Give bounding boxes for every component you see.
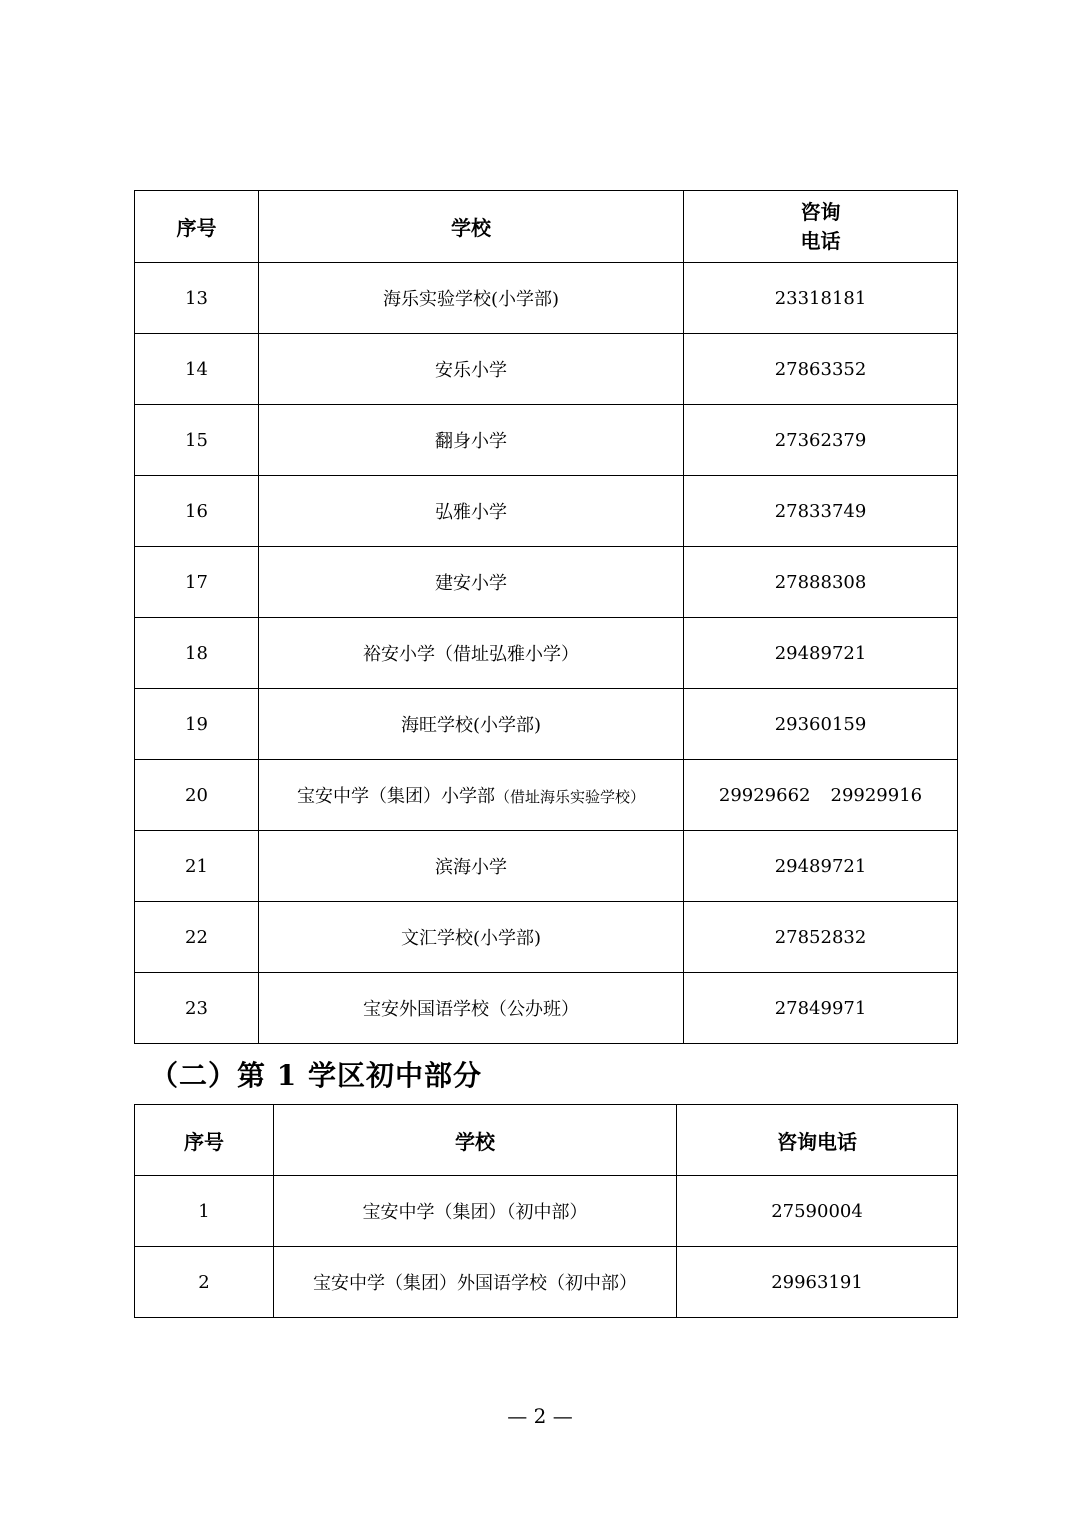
header-phone-line1: 咨询 — [800, 199, 841, 224]
row-index: 13 — [135, 263, 259, 334]
row-school: 翻身小学 — [259, 405, 684, 476]
row-phone — [684, 760, 958, 831]
row-phone: 29360159 — [684, 689, 958, 760]
row-school: 裕安小学（借址弘雅小学） — [259, 618, 684, 689]
row-phone: 27849971 — [684, 973, 958, 1044]
row-phone: 27888308 — [684, 547, 958, 618]
row-phone-secondary: 29929916 — [830, 784, 923, 806]
table-row — [135, 547, 958, 618]
row-phone: 27362379 — [684, 405, 958, 476]
table-row — [135, 1176, 958, 1247]
row-index: 16 — [135, 476, 259, 547]
table-row — [135, 973, 958, 1044]
table-row — [135, 902, 958, 973]
table-row — [135, 334, 958, 405]
table-row — [135, 405, 958, 476]
row-index: 17 — [135, 547, 259, 618]
row-phone: 29963191 — [677, 1247, 958, 1318]
row-school: 宝安中学（集团）外国语学校（初中部） — [274, 1247, 677, 1318]
row-school-note: （借址海乐实验学校） — [494, 788, 645, 806]
header-index: 序号 — [135, 1105, 274, 1176]
row-index: 22 — [135, 902, 259, 973]
header-phone-line2: 电话 — [800, 228, 841, 253]
row-school — [259, 760, 684, 831]
row-index: 14 — [135, 334, 259, 405]
row-phone: 27833749 — [684, 476, 958, 547]
row-phone: 27852832 — [684, 902, 958, 973]
table-row — [135, 1247, 958, 1318]
table-row — [135, 760, 958, 831]
row-school: 弘雅小学 — [259, 476, 684, 547]
header-school: 学校 — [259, 191, 684, 263]
row-school: 滨海小学 — [259, 831, 684, 902]
table-row — [135, 476, 958, 547]
row-index: 19 — [135, 689, 259, 760]
row-index: 2 — [135, 1247, 274, 1318]
table-header-row — [135, 191, 958, 263]
row-index: 23 — [135, 973, 259, 1044]
row-index: 15 — [135, 405, 259, 476]
school-phone-table-primary — [134, 190, 958, 1044]
row-phone: 29489721 — [684, 831, 958, 902]
table-row — [135, 263, 958, 334]
row-school: 宝安中学（集团）（初中部） — [274, 1176, 677, 1247]
header-phone: 咨询电话 — [677, 1105, 958, 1176]
header-index: 序号 — [135, 191, 259, 263]
header-phone — [684, 191, 958, 263]
row-phone: 27590004 — [677, 1176, 958, 1247]
school-phone-table-middle — [134, 1104, 958, 1318]
table-row — [135, 689, 958, 760]
header-school: 学校 — [274, 1105, 677, 1176]
row-phone: 27863352 — [684, 334, 958, 405]
row-school: 建安小学 — [259, 547, 684, 618]
row-index: 1 — [135, 1176, 274, 1247]
row-index: 20 — [135, 760, 259, 831]
row-phone: 29489721 — [684, 618, 958, 689]
section-heading: （二）第 1 学区初中部分 — [150, 1059, 482, 1092]
row-school: 海旺学校(小学部) — [259, 689, 684, 760]
table-row — [135, 618, 958, 689]
row-index: 21 — [135, 831, 259, 902]
table-row — [135, 831, 958, 902]
row-phone: 23318181 — [684, 263, 958, 334]
table-header-row — [135, 1105, 958, 1176]
row-phone-primary: 29929662 — [718, 784, 811, 806]
row-school: 安乐小学 — [259, 334, 684, 405]
row-school: 宝安外国语学校（公办班） — [259, 973, 684, 1044]
page-number: — 2 — — [507, 1404, 573, 1428]
row-index: 18 — [135, 618, 259, 689]
row-school-name: 宝安中学（集团）小学部 — [296, 786, 495, 807]
row-school: 海乐实验学校(小学部) — [259, 263, 684, 334]
row-school: 文汇学校(小学部) — [259, 902, 684, 973]
